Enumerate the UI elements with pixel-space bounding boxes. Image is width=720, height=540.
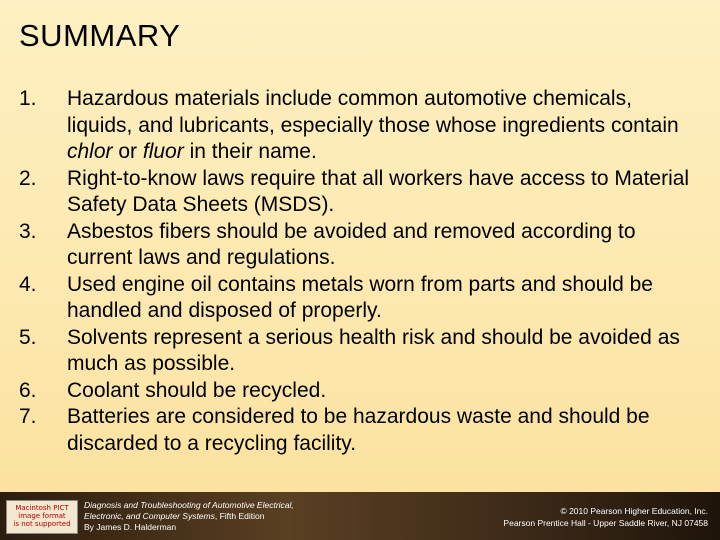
list-item [19, 86, 699, 166]
item-text [67, 86, 699, 166]
book-title-italic: Electronic, and Computer Systems [84, 511, 215, 521]
book-citation [84, 500, 294, 533]
item-text: Coolant should be recycled. [67, 378, 327, 402]
book-title-line1: Diagnosis and Troubleshooting of Automotive Electrical, [84, 500, 294, 510]
copyright-line1: © 2010 Pearson Higher Education, Inc. [560, 506, 708, 516]
list-item [19, 219, 699, 272]
copyright-notice [503, 505, 708, 529]
placeholder-line: image format [18, 512, 66, 520]
list-item [19, 378, 699, 405]
copyright-line2: Pearson Prentice Hall - Upper Saddle River, NJ 07458 [503, 518, 708, 528]
item-text: Batteries are considered to be hazardous waste and should be discarded to a recycling facility. [67, 405, 650, 455]
placeholder-line: is not supported [13, 520, 71, 528]
item-number: 3. [19, 219, 37, 243]
item-text-segment: in their name. [183, 140, 317, 163]
slide-title: SUMMARY [19, 18, 181, 53]
item-number: 4. [19, 272, 37, 296]
item-number: 6. [19, 378, 37, 402]
item-number: 5. [19, 325, 37, 349]
list-item [19, 325, 699, 378]
placeholder-line: Macintosh PICT [15, 504, 69, 512]
list-item [19, 166, 699, 219]
item-number: 2. [19, 166, 37, 190]
item-number: 7. [19, 405, 37, 428]
list-item [19, 272, 699, 325]
book-title-line2 [84, 511, 294, 522]
unsupported-image-placeholder [6, 500, 78, 534]
item-text: Solvents represent a serious health risk and should be avoided as much as possible. [67, 325, 680, 375]
list-item [19, 404, 699, 457]
item-text-segment: or [112, 140, 143, 163]
item-text-italic: fluor [142, 140, 184, 163]
item-text: Asbestos fibers should be avoided and removed according to current laws and regulations. [67, 219, 636, 269]
item-text: Used engine oil contains metals worn from parts and should be handled and disposed of properly. [67, 272, 653, 322]
item-text: Right-to-know laws require that all workers have access to Material Safety Data Sheets (MSDS). [67, 166, 690, 216]
book-edition: , Fifth Edition [214, 511, 265, 521]
item-text-italic: chlor [67, 140, 113, 163]
item-text-segment: Hazardous materials include common automotive chemicals, liquids, and lubricants, especially those whose ingredients contain [67, 87, 679, 137]
item-number: 1. [19, 87, 37, 110]
book-author: By James D. Halderman [84, 522, 177, 532]
slide-footer [0, 492, 720, 540]
summary-list [19, 86, 699, 457]
